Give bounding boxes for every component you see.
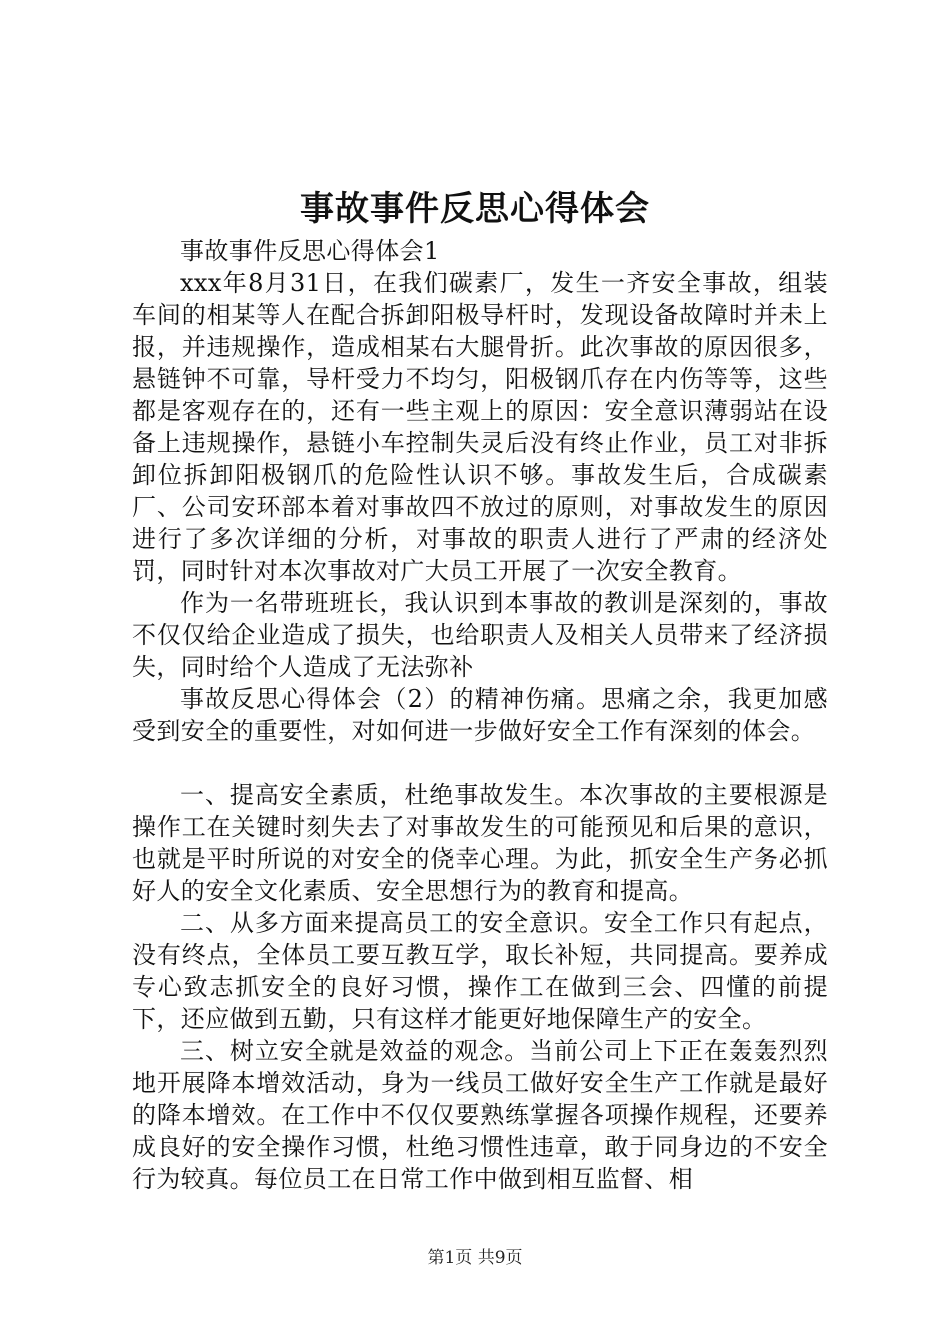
paragraph-point-three: 三、树立安全就是效益的观念。当前公司上下正在轰轰烈烈地开展降本增效活动，身为一线员工做好安全生产工作就是最好的降本增效。在工作中不仅仅要熟练掌握各项操作规程，还要养成良好的安全操作习惯，杜绝习惯性违章，敢于同身边的不安全行为较真。每位员工在日常工作中做到相互监督、相 [132,1037,828,1193]
paragraph-team-leader-reflection: 作为一名带班班长，我认识到本事故的教训是深刻的，事故不仅仅给企业造成了损失，也给职责人及相关人员带来了经济损失，同时给个人造成了无法弥补 [132,589,828,681]
paragraph-point-one: 一、提高安全素质，杜绝事故发生。本次事故的主要根源是操作工在关键时刻失去了对事故发生的可能预见和后果的意识，也就是平时所说的对安全的侥幸心理。为此，抓安全生产务必抓好人的安全文化素质、安全思想行为的教育和提高。 [132,781,828,905]
paragraph-point-two: 二、从多方面来提高员工的安全意识。安全工作只有起点，没有终点，全体员工要互教互学，取长补短，共同提高。要养成专心致志抓安全的良好习惯，操作工在做到三会、四懂的前提下，还应做到五勤，只有这样才能更好地保障生产的安全。 [132,909,828,1033]
paragraph-heading-2: 事故反思心得体会（2）的精神伤痛。思痛之余，我更加感受到安全的重要性，对如何进一步做好安全工作有深刻的体会。 [132,685,828,745]
document-body [132,235,828,1195]
paragraph-accident-description: xxx年8月31日，在我们碳素厂，发生一齐安全事故，组装车间的相某等人在配合拆卸阳极导杆时，发现设备故障时并未上报，并违规操作，造成相某右大腿骨折。此次事故的原因很多，悬链钟不可靠，导杆受力不均匀，阳极钢爪存在内伤等等，这些都是客观存在的，还有一些主观上的原因：安全意识薄弱站在设备上违规操作，悬链小车控制失灵后没有终止作业，员工对非拆卸位拆卸阳极钢爪的危险性认识不够。事故发生后，合成碳素厂、公司安环部本着对事故四不放过的原则，对事故发生的原因进行了多次详细的分析，对事故的职责人进行了严肃的经济处罚，同时针对本次事故对广大员工开展了一次安全教育。 [132,269,828,585]
document-title: 事故事件反思心得体会 [300,189,650,229]
paragraph-heading-1: 事故事件反思心得体会1 [180,237,440,265]
page-number-footer: 第1页 共9页 [427,1248,523,1268]
